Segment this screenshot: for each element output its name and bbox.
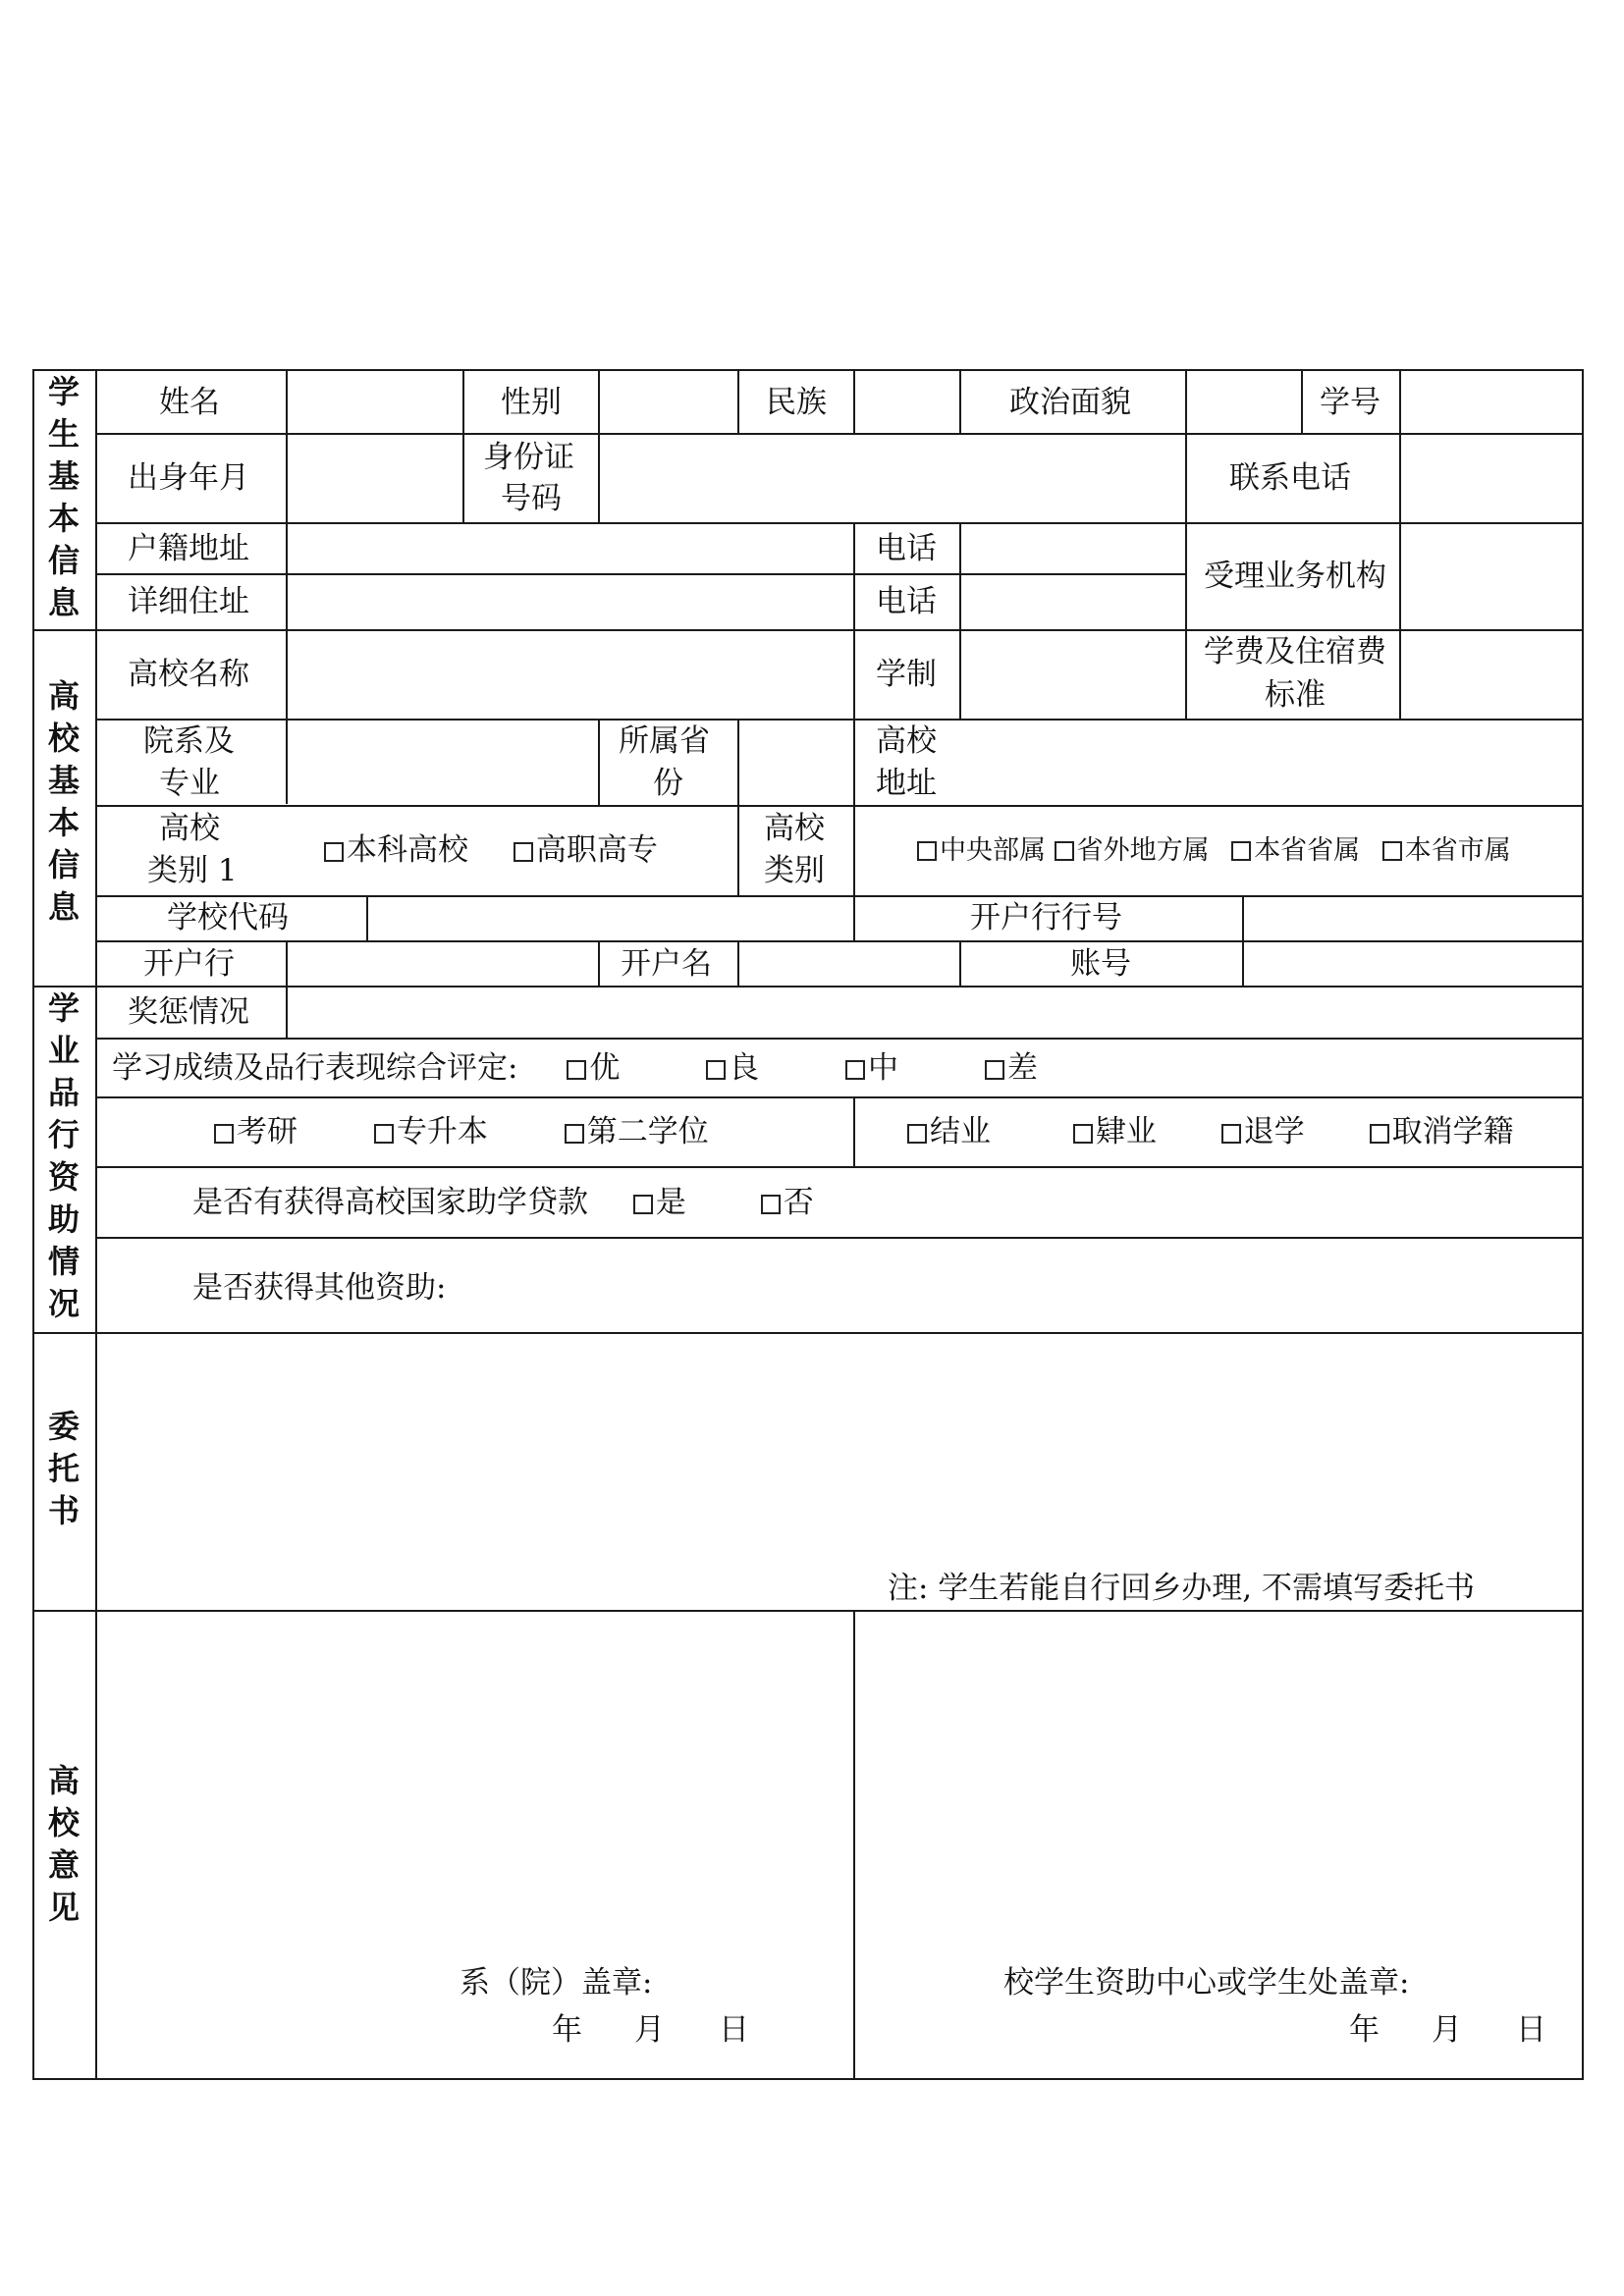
agency-label: 受理业务机构 bbox=[1204, 559, 1386, 594]
col-rule bbox=[737, 940, 739, 987]
category2-label-line2: 类别 bbox=[764, 853, 825, 888]
bank-label: 开户行 bbox=[143, 946, 235, 982]
awards-label: 奖惩情况 bbox=[128, 994, 249, 1030]
checkbox-icon bbox=[514, 842, 533, 862]
col-rule bbox=[959, 940, 961, 987]
col-rule bbox=[366, 895, 368, 941]
checkbox-icon bbox=[633, 1195, 653, 1214]
checkbox-option-other-province[interactable]: 省外地方属 bbox=[1055, 831, 1210, 871]
row-rule bbox=[95, 1096, 1584, 1098]
checkbox-icon bbox=[706, 1060, 726, 1080]
province-label-line2: 份 bbox=[653, 766, 683, 801]
checkbox-option-municipal[interactable]: 本省市属 bbox=[1382, 831, 1511, 871]
col-rule bbox=[1185, 369, 1187, 719]
checkbox-icon bbox=[1221, 1124, 1241, 1144]
row-rule bbox=[95, 805, 1584, 807]
department-label-line2: 专业 bbox=[159, 766, 220, 801]
checkbox-option-excellent[interactable]: 优 bbox=[567, 1048, 620, 1088]
checkbox-icon bbox=[1370, 1124, 1389, 1144]
checkbox-option-postgrad-exam[interactable]: 考研 bbox=[214, 1112, 298, 1151]
checkbox-option-good[interactable]: 良 bbox=[706, 1048, 759, 1088]
col-rule bbox=[737, 369, 739, 434]
row-rule bbox=[95, 1038, 1584, 1040]
province-label-line1: 所属省 bbox=[619, 723, 710, 759]
fee-label-line1: 学费及住宿费 bbox=[1204, 634, 1386, 669]
checkbox-icon bbox=[907, 1124, 927, 1144]
checkbox-icon bbox=[1382, 841, 1402, 861]
status-options bbox=[907, 1112, 1514, 1151]
col-rule bbox=[959, 522, 961, 720]
id-number-label-line2: 号码 bbox=[501, 481, 562, 516]
name-label: 姓名 bbox=[159, 385, 220, 420]
id-number-label-line1: 身份证 bbox=[483, 440, 574, 475]
bank-number-label: 开户行行号 bbox=[970, 900, 1122, 935]
center-date-month: 月 bbox=[1432, 2012, 1462, 2048]
checkbox-option-upgrade[interactable]: 专升本 bbox=[374, 1112, 488, 1151]
center-stamp-label: 校学生资助中心或学生处盖章: bbox=[1003, 1965, 1410, 2001]
checkbox-icon bbox=[214, 1124, 234, 1144]
checkbox-option-incomplete[interactable]: 肄业 bbox=[1073, 1112, 1157, 1151]
table-border-left bbox=[32, 369, 34, 2080]
fee-label-line2: 标准 bbox=[1265, 677, 1326, 713]
phone-label-2: 电话 bbox=[876, 584, 937, 619]
checkbox-icon bbox=[917, 841, 937, 861]
other-aid-label: 是否获得其他资助: bbox=[192, 1270, 447, 1306]
row-rule bbox=[95, 895, 1584, 897]
col-rule bbox=[286, 369, 288, 804]
checkbox-icon bbox=[567, 1060, 586, 1080]
col-rule bbox=[853, 1610, 855, 2079]
section-title-school-opinion: 高 校 意 见 bbox=[47, 1762, 80, 1926]
col-rule bbox=[1301, 369, 1303, 434]
checkbox-icon bbox=[324, 842, 344, 862]
row-rule bbox=[95, 1166, 1584, 1168]
col-rule bbox=[462, 369, 464, 523]
section-rule bbox=[32, 1610, 1584, 1612]
col-rule bbox=[598, 719, 600, 806]
section-title-proxy: 委 托 书 bbox=[47, 1408, 80, 1529]
school-code-label: 学校代码 bbox=[167, 900, 289, 935]
category1-label-line1: 高校 bbox=[159, 811, 220, 846]
row-rule bbox=[95, 940, 1584, 942]
row-rule bbox=[95, 522, 1584, 524]
center-date-day: 日 bbox=[1516, 2012, 1546, 2048]
category1-options bbox=[324, 830, 658, 870]
checkbox-icon bbox=[845, 1060, 865, 1080]
checkbox-option-second-degree[interactable]: 第二学位 bbox=[565, 1112, 709, 1151]
section-title-conduct-aid: 学 业 品 行 资 助 情 况 bbox=[47, 989, 80, 1322]
checkbox-option-deregistered[interactable]: 取消学籍 bbox=[1370, 1112, 1514, 1151]
checkbox-icon bbox=[565, 1124, 584, 1144]
study-options bbox=[214, 1112, 709, 1151]
table-border-top bbox=[32, 369, 1584, 371]
checkbox-option-completion[interactable]: 结业 bbox=[907, 1112, 991, 1151]
col-rule bbox=[737, 719, 739, 896]
col-rule bbox=[853, 1096, 855, 1167]
row-rule bbox=[95, 573, 1185, 575]
section-rule bbox=[32, 629, 1584, 631]
checkbox-icon bbox=[1055, 841, 1074, 861]
account-number-label: 账号 bbox=[1070, 946, 1131, 982]
section-title-school-basic: 高 校 基 本 信 息 bbox=[47, 677, 80, 926]
col-rule bbox=[598, 369, 600, 523]
department-label-line1: 院系及 bbox=[143, 723, 235, 759]
checkbox-option-no[interactable]: 否 bbox=[761, 1183, 814, 1222]
school-address-label-line1: 高校 bbox=[876, 723, 937, 759]
checkbox-option-yes[interactable]: 是 bbox=[633, 1183, 686, 1222]
row-rule bbox=[95, 433, 1584, 435]
school-name-label: 高校名称 bbox=[128, 657, 249, 692]
col-rule bbox=[853, 522, 855, 807]
department-date-year: 年 bbox=[552, 2012, 582, 2048]
checkbox-icon bbox=[1073, 1124, 1093, 1144]
detailed-address-label: 详细住址 bbox=[128, 584, 249, 619]
col-rule bbox=[959, 369, 961, 434]
account-name-label: 开户名 bbox=[621, 946, 712, 982]
section-rule bbox=[32, 986, 1584, 988]
col-rule bbox=[1399, 369, 1401, 720]
gender-label: 性别 bbox=[501, 385, 562, 420]
checkbox-option-provincial[interactable]: 本省省属 bbox=[1231, 831, 1360, 871]
table-border-right bbox=[1582, 369, 1584, 2080]
student-number-label: 学号 bbox=[1320, 385, 1380, 420]
checkbox-icon bbox=[985, 1060, 1004, 1080]
checkbox-option-fair[interactable]: 中 bbox=[845, 1048, 898, 1088]
checkbox-icon bbox=[374, 1124, 394, 1144]
col-rule bbox=[853, 805, 855, 941]
contact-phone-label: 联系电话 bbox=[1229, 460, 1351, 496]
checkbox-option-poor[interactable]: 差 bbox=[985, 1048, 1038, 1088]
school-address-label-line2: 地址 bbox=[876, 766, 937, 801]
col-rule bbox=[853, 369, 855, 434]
political-status-label: 政治面貌 bbox=[1009, 385, 1131, 420]
category2-options bbox=[917, 831, 1511, 871]
category2-label-line1: 高校 bbox=[764, 811, 825, 846]
col-rule bbox=[286, 940, 288, 1039]
department-stamp-label: 系（院）盖章: bbox=[460, 1965, 653, 2001]
department-date-month: 月 bbox=[634, 2012, 665, 2048]
checkbox-icon bbox=[761, 1195, 781, 1214]
section-rule bbox=[32, 1332, 1584, 1334]
row-rule bbox=[95, 719, 1584, 721]
center-date-year: 年 bbox=[1349, 2012, 1380, 2048]
col-rule bbox=[598, 940, 600, 987]
evaluation-label: 学习成绩及品行表现综合评定: bbox=[112, 1050, 518, 1086]
section-column-divider bbox=[95, 369, 97, 2080]
row-rule bbox=[95, 1237, 1584, 1239]
loan-row bbox=[192, 1183, 814, 1222]
checkbox-option-vocational[interactable]: 高职高专 bbox=[514, 830, 658, 870]
section-title-student-basic: 学 生 基 本 信 息 bbox=[47, 373, 80, 621]
checkbox-option-undergraduate[interactable]: 本科高校 bbox=[324, 830, 468, 870]
department-date-day: 日 bbox=[719, 2012, 749, 2048]
col-rule bbox=[1242, 895, 1244, 986]
phone-label-1: 电话 bbox=[876, 531, 937, 566]
checkbox-option-central[interactable]: 中央部属 bbox=[917, 831, 1046, 871]
birth-date-label: 出身年月 bbox=[128, 460, 249, 496]
ethnicity-label: 民族 bbox=[766, 385, 827, 420]
evaluation-row bbox=[112, 1048, 1038, 1088]
checkbox-icon bbox=[1231, 841, 1251, 861]
proxy-note: 注: 学生若能自行回乡办理, 不需填写委托书 bbox=[888, 1571, 1476, 1606]
hukou-address-label: 户籍地址 bbox=[128, 531, 249, 566]
category1-label-line2: 类别 1 bbox=[147, 853, 238, 888]
table-border-bottom bbox=[32, 2078, 1584, 2080]
loan-question: 是否有获得高校国家助学贷款 bbox=[192, 1185, 588, 1220]
duration-label: 学制 bbox=[876, 657, 937, 692]
checkbox-option-withdrawal[interactable]: 退学 bbox=[1221, 1112, 1305, 1151]
